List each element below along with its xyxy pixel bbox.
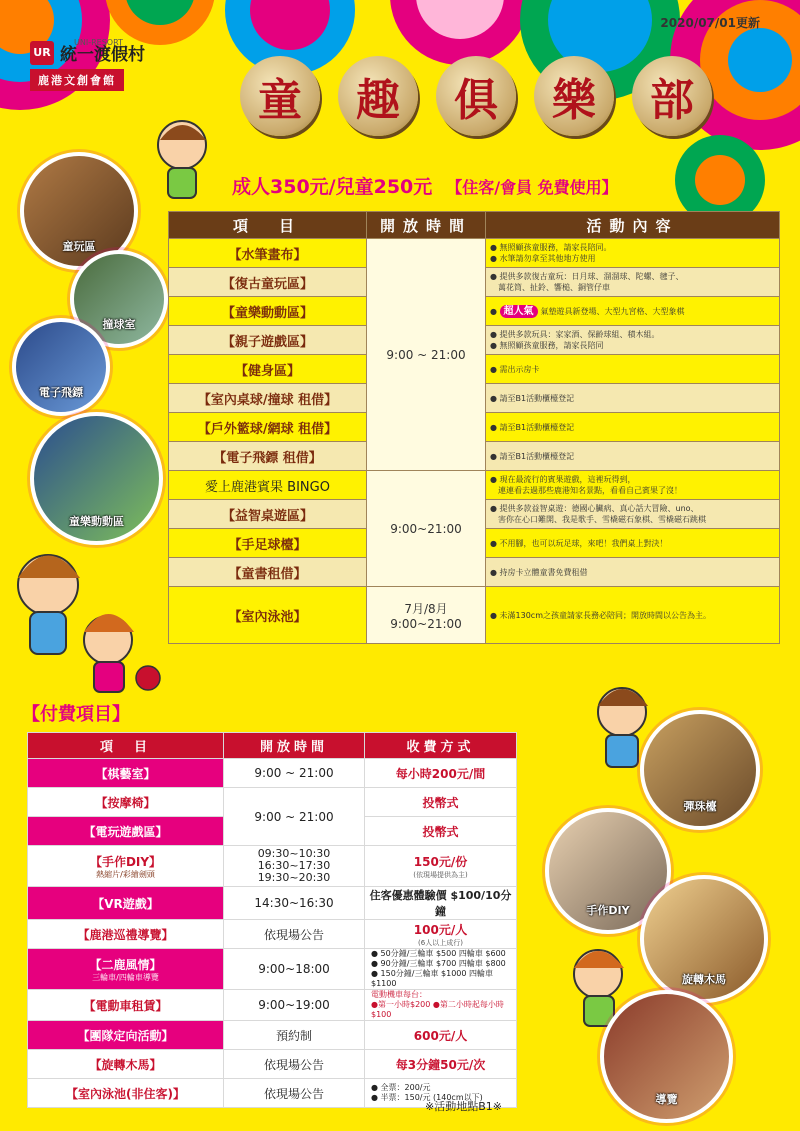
row-item: 【電動車租賃】 bbox=[28, 990, 224, 1021]
photo-darts: 電子飛鏢 bbox=[12, 318, 110, 416]
row-activity: ● 不用腳，也可以玩足球，來吧！我們桌上對決！ bbox=[486, 529, 780, 558]
row-fee: ● 50分鐘/三輪車 $500 四輪車 $600 ● 90分鐘/三輪車 $700 四輪車 $800 ● 150分鐘/三輪車 $1000 四輪車 $1100 bbox=[365, 949, 517, 990]
row-item: 【室內泳池(非住客)】 bbox=[28, 1079, 224, 1108]
row-item: 【童書租借】 bbox=[169, 558, 367, 587]
row-fee: 每3分鐘50元/次 bbox=[365, 1050, 517, 1079]
table-header-row bbox=[28, 733, 517, 759]
table-row bbox=[28, 887, 517, 920]
header-time: 開放時間 bbox=[224, 733, 365, 759]
title-char-3: 俱 bbox=[436, 56, 516, 136]
table-row bbox=[169, 239, 780, 268]
header-time: 開放時間 bbox=[367, 212, 486, 239]
row-item: 【電子飛鏢 租借】 bbox=[169, 442, 367, 471]
table-header-row bbox=[169, 212, 780, 239]
table-row bbox=[169, 471, 780, 500]
row-item-sub: 熱縮片/彩繪劍頭 bbox=[96, 869, 155, 879]
table-row bbox=[28, 846, 517, 887]
header-fee: 收費方式 bbox=[365, 733, 517, 759]
table-row bbox=[28, 759, 517, 788]
table-row bbox=[169, 587, 780, 644]
logo-mark: UR bbox=[30, 41, 54, 65]
row-time: 9:00 ~ 21:00 bbox=[224, 788, 365, 846]
price-main: 成人350元/兒童250元 bbox=[232, 176, 433, 198]
logo-name: 統一渡假村 bbox=[60, 45, 145, 65]
title-char-1: 童 bbox=[240, 56, 320, 136]
price-line bbox=[232, 172, 618, 199]
table-row bbox=[28, 1021, 517, 1050]
row-time-group-2: 9:00~21:00 bbox=[367, 471, 486, 587]
row-time: 14:30~16:30 bbox=[224, 887, 365, 920]
row-item: 【健身區】 bbox=[169, 355, 367, 384]
row-activity: ● 需出示房卡 bbox=[486, 355, 780, 384]
table-row bbox=[28, 949, 517, 990]
resort-logo bbox=[30, 40, 205, 91]
photo-pinball: 彈珠檯 bbox=[640, 710, 760, 830]
update-date: 2020/07/01更新 bbox=[660, 16, 760, 30]
table-row bbox=[28, 1050, 517, 1079]
row-item: 愛上鹿港賓果 BINGO bbox=[169, 471, 367, 500]
table-row bbox=[28, 788, 517, 817]
row-activity: ● 提供多款玩具：家家酒、保齡球組、積木組。 ● 無照顧孩童服務，請家長陪同 bbox=[486, 326, 780, 355]
row-fee: 100元/人 (6人以上成行) bbox=[365, 920, 517, 949]
paid-section-title: 【付費項目】 bbox=[22, 704, 130, 725]
row-fee: 每小時200元/間 bbox=[365, 759, 517, 788]
row-item: 【益智桌遊區】 bbox=[169, 500, 367, 529]
row-item: 【戶外籃球/網球 租借】 bbox=[169, 413, 367, 442]
logo-subtitle: 鹿港文創會館 bbox=[30, 69, 124, 91]
row-activity: ● 提供多款益智桌遊：德國心臟病、真心話大冒險、uno、 害你在心口難開、我是歌手、雪橇磁石象棋、雪橇磁石跳棋 bbox=[486, 500, 780, 529]
photo-diy: 手作DIY bbox=[545, 808, 671, 934]
row-fee: 投幣式 bbox=[365, 817, 517, 846]
row-item: 【復古童玩區】 bbox=[169, 268, 367, 297]
title-char-4: 樂 bbox=[534, 56, 614, 136]
logo-uni: UNI-RESORT bbox=[74, 38, 123, 47]
row-item: 【VR遊戲】 bbox=[28, 887, 224, 920]
row-time: 9:00 ~ 21:00 bbox=[224, 759, 365, 788]
row-time: 依現場公告 bbox=[224, 1050, 365, 1079]
photo-guided-tour: 導覽 bbox=[600, 990, 733, 1123]
photo-carousel: 旋轉木馬 bbox=[640, 875, 768, 1003]
row-fee: ● 全票：200/元 ● 半票：150/元 (140cm以下) bbox=[365, 1079, 517, 1108]
row-activity: ● 請至B1活動櫃檯登記 bbox=[486, 413, 780, 442]
row-item: 【鹿港巡禮導覽】 bbox=[28, 920, 224, 949]
header-item: 項 目 bbox=[28, 733, 224, 759]
row-fee: 600元/人 bbox=[365, 1021, 517, 1050]
row-fee: 投幣式 bbox=[365, 788, 517, 817]
row-item: 【室內桌球/撞球 租借】 bbox=[169, 384, 367, 413]
row-activity: ● 無照顧孩童服務，請家長陪同。 ● 水筆請勿拿至其他地方使用 bbox=[486, 239, 780, 268]
row-time: 9:00~18:00 bbox=[224, 949, 365, 990]
row-item: 【親子遊戲區】 bbox=[169, 326, 367, 355]
row-activity: ● 未滿130cm之孩童請家長務必陪同；開放時間以公告為主。 bbox=[486, 587, 780, 644]
row-item: 【二鹿風情】 三輪車/四輪車導覽 bbox=[28, 949, 224, 990]
popular-badge: 超人氣 bbox=[500, 305, 538, 318]
photo-billiards: 撞球室 bbox=[70, 250, 168, 348]
table-row bbox=[28, 990, 517, 1021]
row-item: 【旋轉木馬】 bbox=[28, 1050, 224, 1079]
row-time-group-3: 7月/8月 9:00~21:00 bbox=[367, 587, 486, 644]
row-fee: 住客優惠體驗價 $100/10分鐘 bbox=[365, 887, 517, 920]
row-fee: 電動機車每台： ●第一小時$200 ●第二小時起每小時$100 bbox=[365, 990, 517, 1021]
row-item: 【電玩遊戲區】 bbox=[28, 817, 224, 846]
title-char-2: 趣 bbox=[338, 56, 418, 136]
row-time: 依現場公告 bbox=[224, 920, 365, 949]
table-row bbox=[28, 920, 517, 949]
photo-toy-area: 童玩區 bbox=[20, 152, 138, 270]
row-item-sub: 三輪車/四輪車導覽 bbox=[92, 972, 159, 982]
row-activity: ● 超人氣 氣墊遊具新登場、大型九宮格、大型象棋 bbox=[486, 297, 780, 326]
row-activity: ● 現在最流行的賓果遊戲，這裡玩得到， 連連看去過那些鹿港知名景點，看看自己賓果了沒！ bbox=[486, 471, 780, 500]
row-time: 9:00~19:00 bbox=[224, 990, 365, 1021]
row-item: 【按摩椅】 bbox=[28, 788, 224, 817]
row-fee: 150元/份 (依現場提供為主) bbox=[365, 846, 517, 887]
row-time: 預約制 bbox=[224, 1021, 365, 1050]
free-activity-table bbox=[168, 211, 780, 644]
row-activity: ● 提供多款復古童玩：日月球、溜溜球、陀螺、毽子、 萬花筒、扯鈴、響槌、銅管仔車 bbox=[486, 268, 780, 297]
row-activity: ● 請至B1活動櫃檯登記 bbox=[486, 384, 780, 413]
row-item: 【手作DIY】 熱縮片/彩繪劍頭 bbox=[28, 846, 224, 887]
row-item: 【水筆畫布】 bbox=[169, 239, 367, 268]
row-time: 09:30~10:30 16:30~17:30 19:30~20:30 bbox=[224, 846, 365, 887]
row-item: 【棋藝室】 bbox=[28, 759, 224, 788]
header-activity: 活動內容 bbox=[486, 212, 780, 239]
venue-note: ※活動地點B1※ bbox=[425, 1100, 502, 1113]
row-time-group-1: 9:00 ~ 21:00 bbox=[367, 239, 486, 471]
paid-activity-table bbox=[27, 732, 517, 1108]
row-time: 依現場公告 bbox=[224, 1079, 365, 1108]
photo-activity-zone: 童樂動動區 bbox=[30, 412, 163, 545]
title-char-5: 部 bbox=[632, 56, 712, 136]
row-activity: ● 請至B1活動櫃檯登記 bbox=[486, 442, 780, 471]
row-item: 【手足球檯】 bbox=[169, 529, 367, 558]
row-item: 【團隊定向活動】 bbox=[28, 1021, 224, 1050]
header-item: 項 目 bbox=[169, 212, 367, 239]
row-item: 【室內泳池】 bbox=[169, 587, 367, 644]
row-item: 【童樂動動區】 bbox=[169, 297, 367, 326]
price-note: 【住客/會員 免費使用】 bbox=[446, 178, 618, 197]
row-activity: ● 持房卡立體童書免費租借 bbox=[486, 558, 780, 587]
